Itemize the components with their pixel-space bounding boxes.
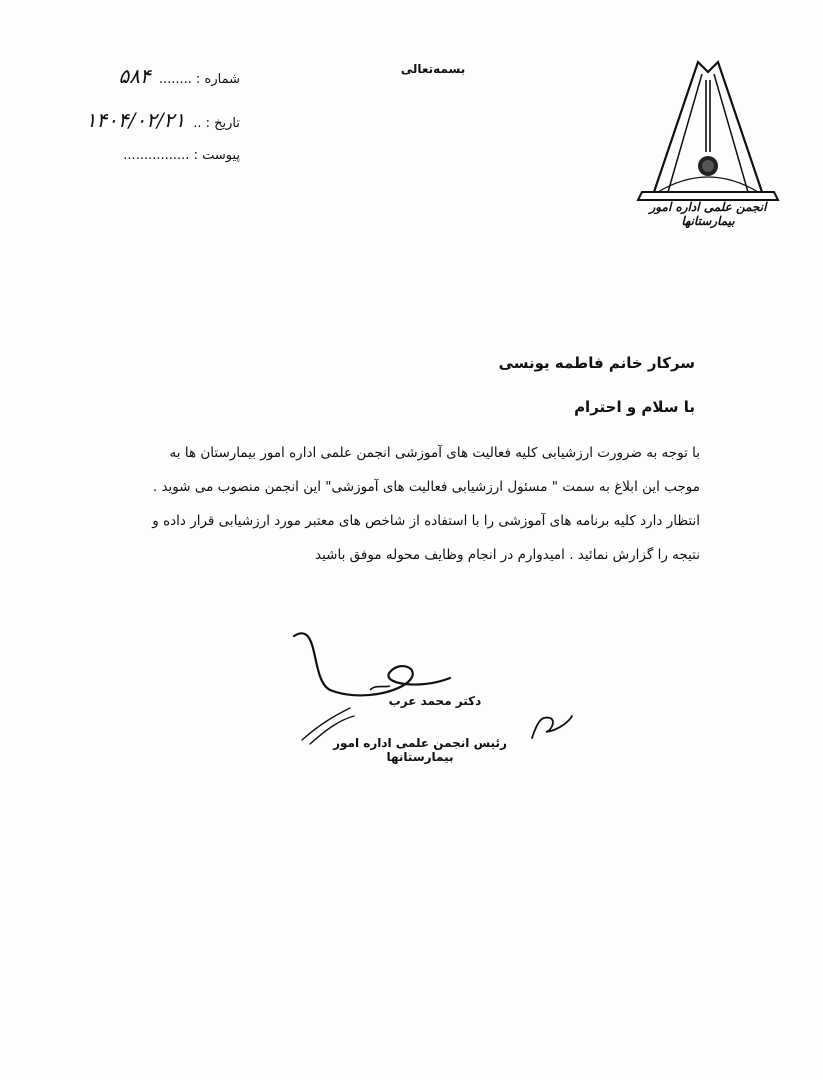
number-label: شماره : (196, 72, 240, 87)
number-dots: ........ (158, 72, 192, 87)
date-label: تاریخ : (205, 116, 240, 131)
attachment-label: پیوست : (193, 148, 240, 163)
letter-date-field (40, 108, 240, 132)
logo-caption: انجمن علمی اداره امور بیمارستانها (649, 200, 767, 228)
letter-attachment-field (40, 148, 240, 163)
signer-name: دکتر محمد عرب (388, 694, 482, 708)
recipient-line: سرکار خانم فاطمه یونسی (498, 354, 695, 372)
body-line: نتیجه را گزارش نمائید . امیدوارم در انجام وظایف محوله موفق باشید (315, 547, 700, 563)
number-value: ۵۸۴ (118, 64, 151, 88)
signer-title: رئیس انجمن علمی اداره امور بیمارستانها (333, 736, 507, 764)
body-line: با توجه به ضرورت ارزشیابی کلیه فعالیت های آموزشی انجمن علمی اداره امور بیمارستان ها به (169, 445, 700, 461)
greeting-line: با سلام و احترام (574, 398, 695, 416)
date-dots: .. (193, 116, 202, 131)
basmala-heading: بسمه‌تعالی (400, 62, 466, 76)
body-line: انتظار دارد کلیه برنامه های آموزشی را با استفاده از شاخص های معتبر مورد ارزشیابی قرار داده و (152, 513, 700, 529)
date-value: ۱۴۰۴/۰۲/۲۱ (85, 108, 186, 132)
letter-body (118, 436, 700, 572)
attachment-dots: ................ (123, 148, 190, 163)
body-line: موجب این ابلاغ به سمت " مسئول ارزشیابی فعالیت های آموزشی" این انجمن منصوب می شوید . (152, 479, 700, 495)
letter-number-field (40, 64, 240, 88)
